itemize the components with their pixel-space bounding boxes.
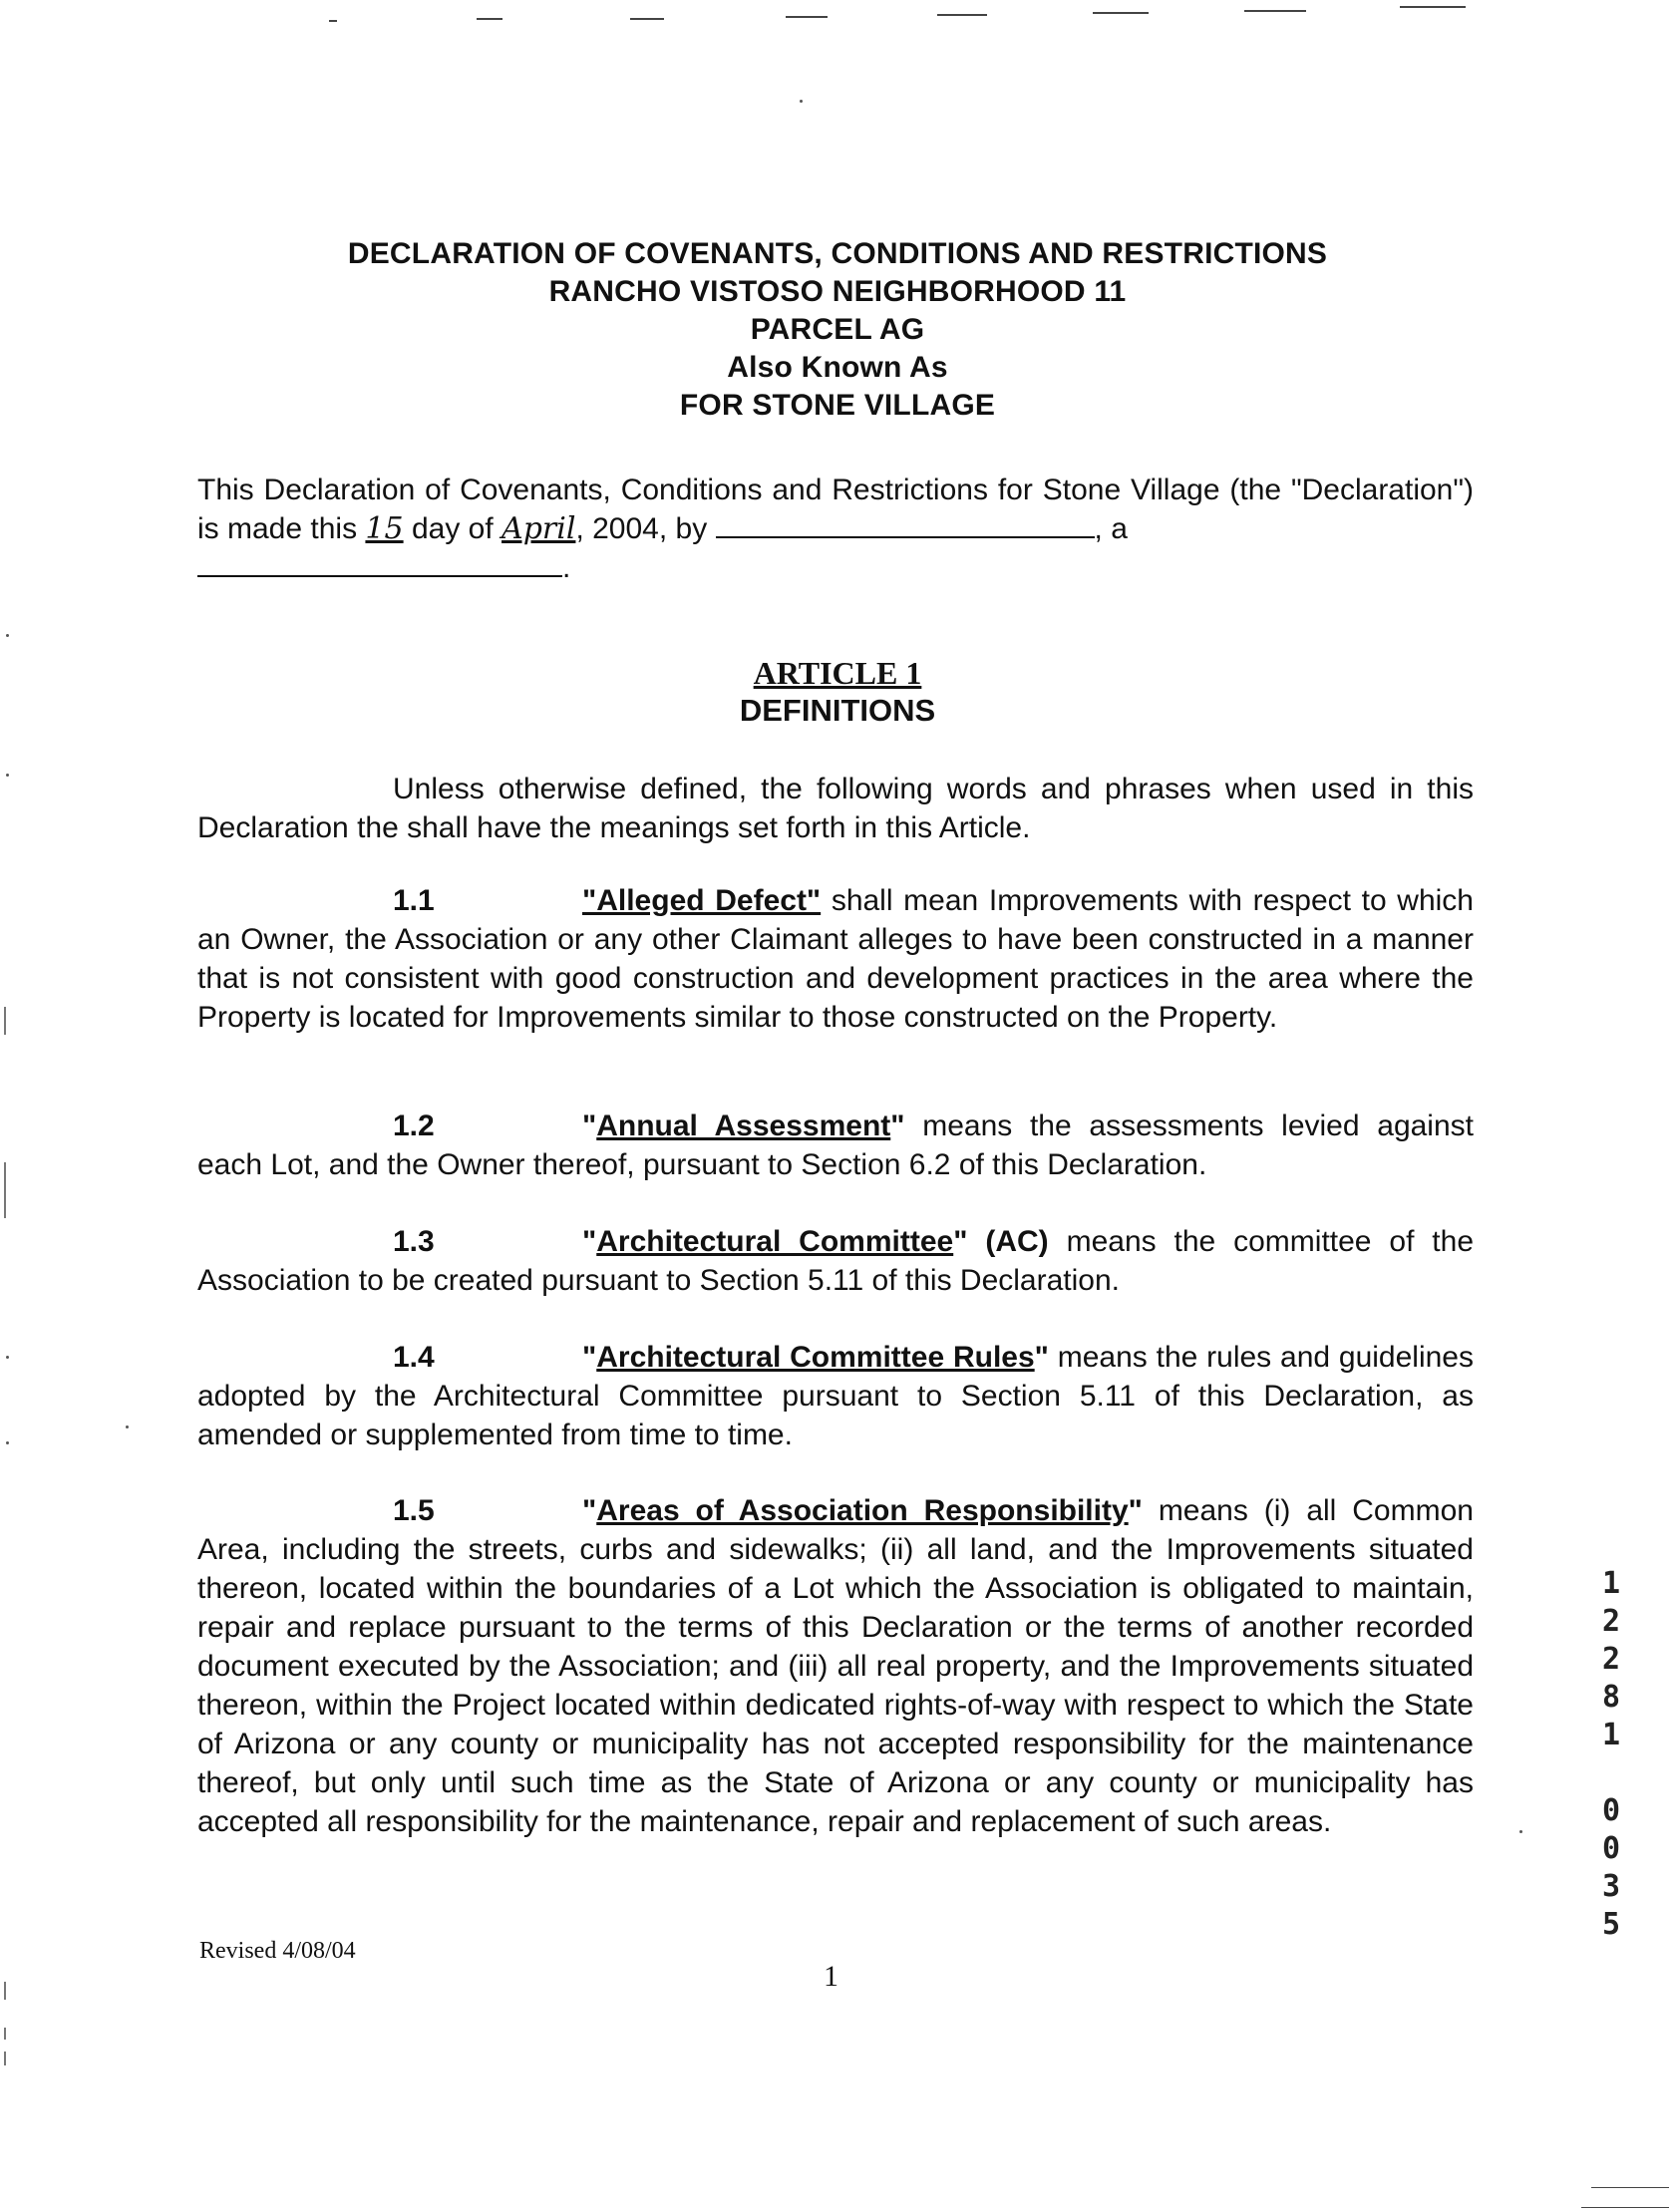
defined-term: Architectural Committee Rules: [596, 1341, 1035, 1374]
section-number: 1.4: [393, 1341, 435, 1374]
scan-artifact: [1400, 6, 1466, 8]
stamp-char: 1: [1601, 1566, 1621, 1601]
title-block: [199, 235, 1476, 425]
defined-term: Areas of Association Responsibility: [596, 1494, 1129, 1527]
title-line-1: DECLARATION OF COVENANTS, CONDITIONS AND RESTRICTIONS: [347, 237, 1328, 270]
recording-stamp: [1591, 1565, 1631, 1944]
article-heading: [199, 654, 1476, 730]
stamp-char: [1591, 1754, 1631, 1792]
stamp-char: 1: [1601, 1718, 1621, 1752]
scan-artifact: [4, 1982, 6, 2000]
stamp-char: 2: [1601, 1604, 1621, 1639]
stamp-char: 0: [1601, 1793, 1621, 1828]
article-number: ARTICLE 1: [753, 655, 922, 691]
section-1-5: 1.5 "Areas of Association Responsibility" means (i) all Common Area, including the streets, curbs and sidewalks; (ii) all land, and the Improvements situated thereon, located within the boundaries of a Lot which the Association is obligated to maintain, repair and replace pursuant to the terms of this Declaration or the terms of another recorded document executed by the Association; and (iii) all real property, and the Improvements situated thereon, within the Project located within dedicated rights-of-way with respect to which the State of Arizona or any county or municipality has not accepted responsibility for the maintenance thereof, but only until such time as the State of Arizona or any county or municipality has accepted all responsibility for the maintenance, repair and replacement of such areas.: [197, 1491, 1474, 1841]
scan-artifact: [937, 14, 987, 16]
intro-text: This Declaration of Covenants, Conditions and Restrictions for Stone Village (the "Declaration") is made this: [197, 474, 1474, 545]
scan-artifact: [786, 16, 828, 18]
section-number: 1.2: [393, 1109, 435, 1142]
title-line-3: PARCEL AG: [750, 313, 925, 346]
section-1-4: 1.4 "Architectural Committee Rules" means the rules and guidelines adopted by the Architectural Committee pursuant to Section 5.11 of this Declaration, as amended or supplemented from time to time.: [197, 1338, 1474, 1454]
scan-artifact: [1591, 2187, 1669, 2188]
intro-text: day of: [411, 512, 494, 545]
scan-artifact: [4, 2028, 6, 2040]
scan-artifact: [6, 1441, 9, 1444]
scan-artifact: [800, 100, 803, 103]
preamble-text: Unless otherwise defined, the following words and phrases when used in this Declaration the shall have the meanings set forth in this Article.: [197, 773, 1474, 844]
section-text: means (i) all Common Area, including the streets, curbs and sidewalks; (ii) all land, and the Improvements situated thereon, located within the boundaries of a Lot which the Association is obligated to maintain, repair and replace pursuant to the terms of this Declaration or the terms of another recorded document executed by the Association; and (iii) all real property, and the Improvements situated thereon, within the Project located within dedicated rights-of-way with respect to which the State of Arizona or any county or municipality has not accepted responsibility for the maintenance thereof, but only until such time as the State of Arizona or any county or municipality has accepted all responsibility for the maintenance, repair and replacement of such areas.: [197, 1494, 1474, 1838]
scan-artifact: [630, 18, 664, 20]
handwritten-day: 15: [365, 511, 404, 546]
scan-artifact: [6, 1356, 9, 1359]
section-number: 1.5: [393, 1494, 435, 1527]
abbreviation: (AC): [985, 1225, 1049, 1258]
handwritten-month: April: [502, 511, 576, 546]
title-line-2: RANCHO VISTOSO NEIGHBORHOOD 11: [548, 275, 1127, 308]
intro-text: , 2004, by: [575, 512, 708, 545]
scan-artifact: [1093, 12, 1149, 14]
blank-line: [197, 549, 562, 577]
defined-term: Annual Assessment: [596, 1109, 891, 1142]
stamp-char: 5: [1601, 1907, 1621, 1942]
section-text: means the committee of the Association to be created pursuant to Section 5.11 of this Declaration.: [197, 1225, 1474, 1297]
section-1-1: [197, 881, 1474, 1037]
revision-date: Revised 4/08/04: [199, 1938, 356, 1964]
scan-artifact: [1519, 1830, 1522, 1833]
intro-text: .: [562, 551, 571, 584]
section-1-3: 1.3 "Architectural Committee" (AC) means the committee of the Association to be created pursuant to Section 5.11 of this Declaration.: [197, 1222, 1474, 1300]
article-preamble: [197, 770, 1474, 847]
page-number: 1: [824, 1960, 838, 1993]
intro-text: , a: [1094, 512, 1128, 545]
section-text: means the rules and guidelines adopted by the Architectural Committee pursuant to Section 5.11 of this Declaration, as amended or supplemented from time to time.: [197, 1341, 1474, 1451]
section-text: means the assessments levied against each Lot, and the Owner thereof, pursuant to Section 6.2 of this Declaration.: [197, 1109, 1474, 1181]
title-line-5: FOR STONE VILLAGE: [679, 389, 996, 422]
stamp-char: 3: [1601, 1869, 1621, 1904]
scan-artifact: [4, 2052, 6, 2065]
scan-artifact: [477, 18, 502, 20]
intro-paragraph: [197, 471, 1474, 587]
blank-line: [716, 510, 1095, 538]
scan-artifact: [1581, 2207, 1669, 2208]
scan-artifact: [126, 1425, 129, 1428]
section-1-2: 1.2 "Annual Assessment" means the assessments levied against each Lot, and the Owner thereof, pursuant to Section 6.2 of this Declaration.: [197, 1106, 1474, 1184]
scan-artifact: [6, 634, 9, 637]
article-title: DEFINITIONS: [739, 693, 936, 728]
scan-artifact: [6, 774, 9, 777]
section-number: 1.1: [393, 884, 435, 917]
scan-artifact: [4, 1162, 6, 1218]
section-number: 1.3: [393, 1225, 435, 1258]
section-text: shall mean Improvements with respect to which an Owner, the Association or any other Claimant alleges to have been constructed in a manner that is not consistent with good construction and development practices in the area where the Property is located for Improvements similar to those constructed on the Property.: [197, 884, 1474, 1034]
scan-artifact: [4, 1007, 6, 1035]
stamp-char: 2: [1601, 1642, 1621, 1677]
title-line-4: Also Known As: [727, 351, 948, 384]
stamp-char: 0: [1601, 1831, 1621, 1866]
scan-artifact: [329, 20, 337, 22]
scan-artifact: [1244, 10, 1306, 12]
defined-term: Architectural Committee: [596, 1225, 954, 1258]
defined-term: "Alleged Defect": [582, 884, 822, 917]
stamp-char: 8: [1601, 1680, 1621, 1715]
